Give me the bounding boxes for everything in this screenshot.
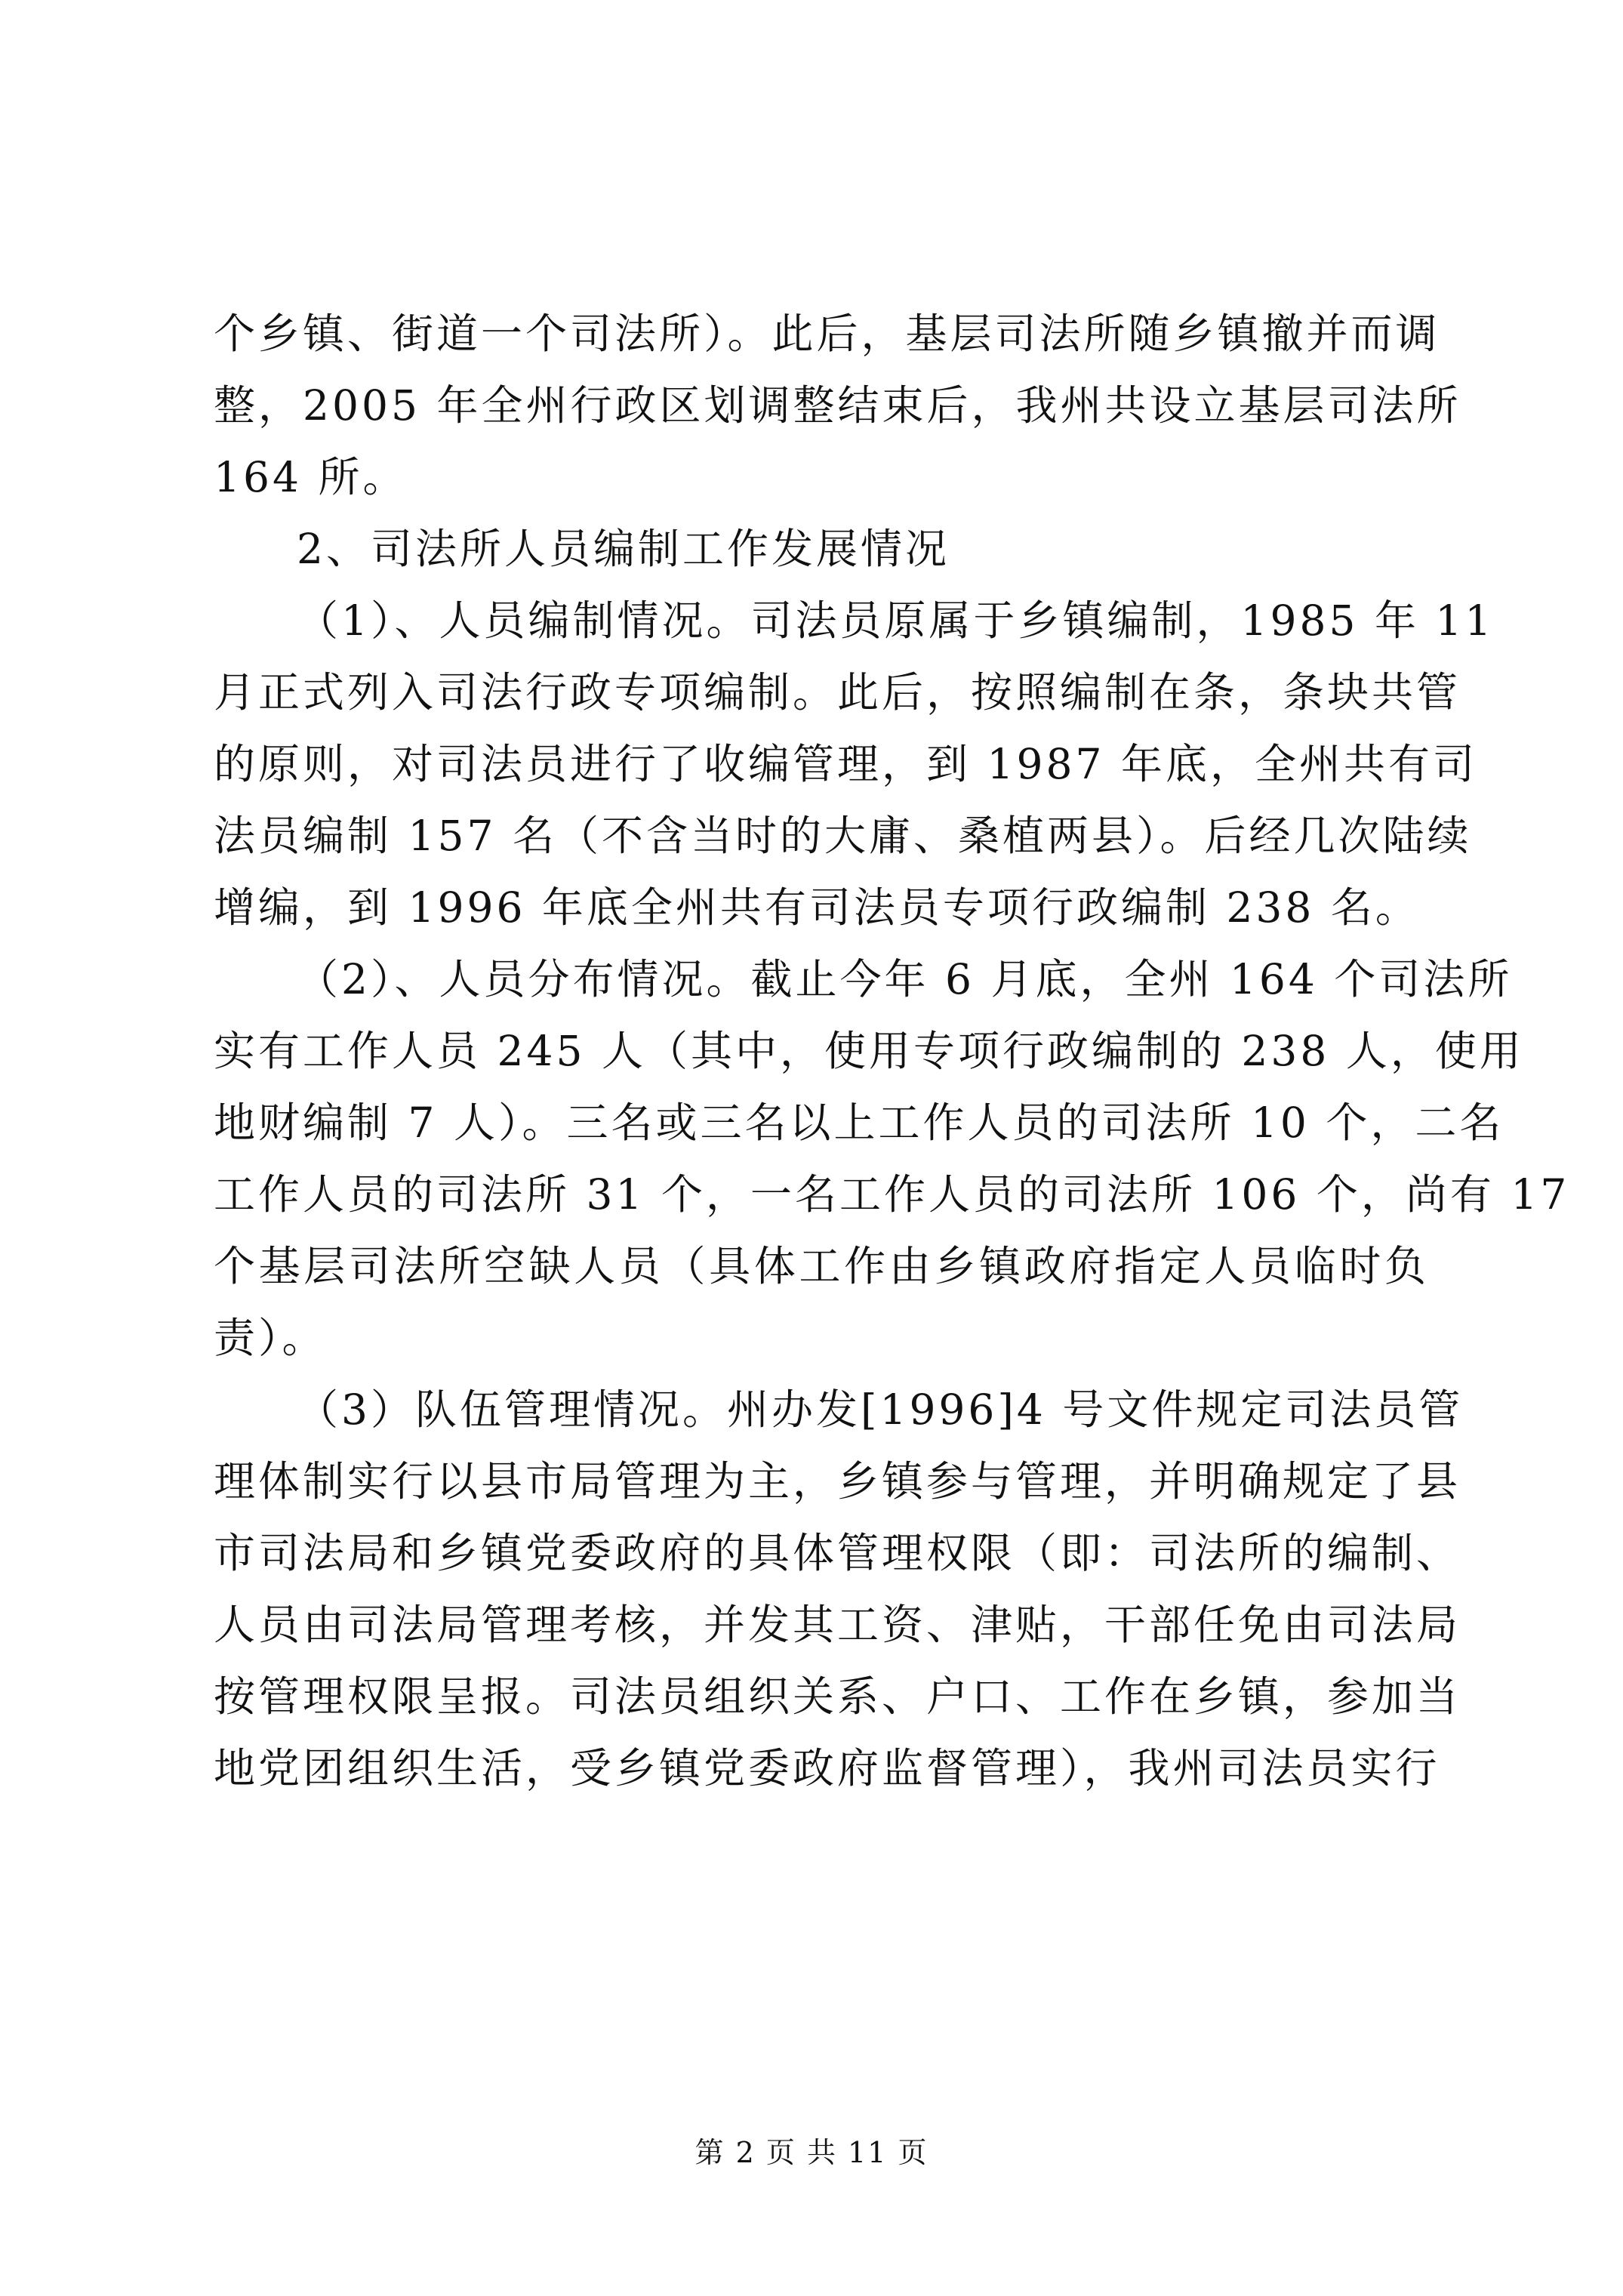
text-line: 月正式列入司法行政专项编制。此后，按照编制在条，条块共管 <box>214 668 1461 717</box>
text-line: 个乡镇、街道一个司法所）。此后，基层司法所随乡镇撤并而调 <box>214 310 1440 358</box>
page-footer: 第 2 页 共 11 页 <box>694 2136 929 2169</box>
text-line: 地党团组织生活，受乡镇党委政府监督管理），我州司法员实行 <box>214 1744 1440 1792</box>
text-line: 市司法局和乡镇党委政府的具体管理权限（即：司法所的编制、 <box>214 1529 1461 1577</box>
text-line: 的原则，对司法员进行了收编管理，到 1987 年底，全州共有司 <box>214 740 1477 788</box>
text-line: 理体制实行以县市局管理为主，乡镇参与管理，并明确规定了县 <box>214 1457 1461 1505</box>
text-line: 人员由司法局管理考核，并发其工资、津贴，干部任免由司法局 <box>214 1601 1461 1649</box>
paragraph-start-line: （3）队伍管理情况。州办发[1996]4 号文件规定司法员管 <box>297 1385 1464 1434</box>
text-line: 责）。 <box>214 1314 327 1362</box>
text-line: 按管理权限呈报。司法员组织关系、户口、工作在乡镇，参加当 <box>214 1672 1461 1721</box>
text-line: 增编，到 1996 年底全州共有司法员专项行政编制 238 名。 <box>214 883 1420 932</box>
text-line: 整，2005 年全州行政区划调整结束后，我州共设立基层司法所 <box>214 381 1461 430</box>
text-line: 164 所。 <box>214 453 408 501</box>
paragraph-start-line: （2）、人员分布情况。截止今年 6 月底，全州 164 个司法所 <box>297 955 1513 1003</box>
text-line: 个基层司法所空缺人员（具体工作由乡镇政府指定人员临时负 <box>214 1242 1429 1290</box>
text-line: 工作人员的司法所 31 个，一名工作人员的司法所 106 个，尚有 17 <box>214 1170 1570 1219</box>
section-heading: 2、司法所人员编制工作发展情况 <box>297 525 950 573</box>
text-line: 地财编制 7 人）。三名或三名以上工作人员的司法所 10 个，二名 <box>214 1099 1504 1147</box>
text-line: 实有工作人员 245 人（其中，使用专项行政编制的 238 人，使用 <box>214 1027 1524 1075</box>
body-text <box>214 298 1570 1804</box>
paragraph-start-line: （1）、人员编制情况。司法员原属于乡镇编制，1985 年 11 <box>297 596 1495 645</box>
text-line: 法员编制 157 名（不含当时的大庸、桑植两县）。后经几次陆续 <box>214 812 1472 860</box>
